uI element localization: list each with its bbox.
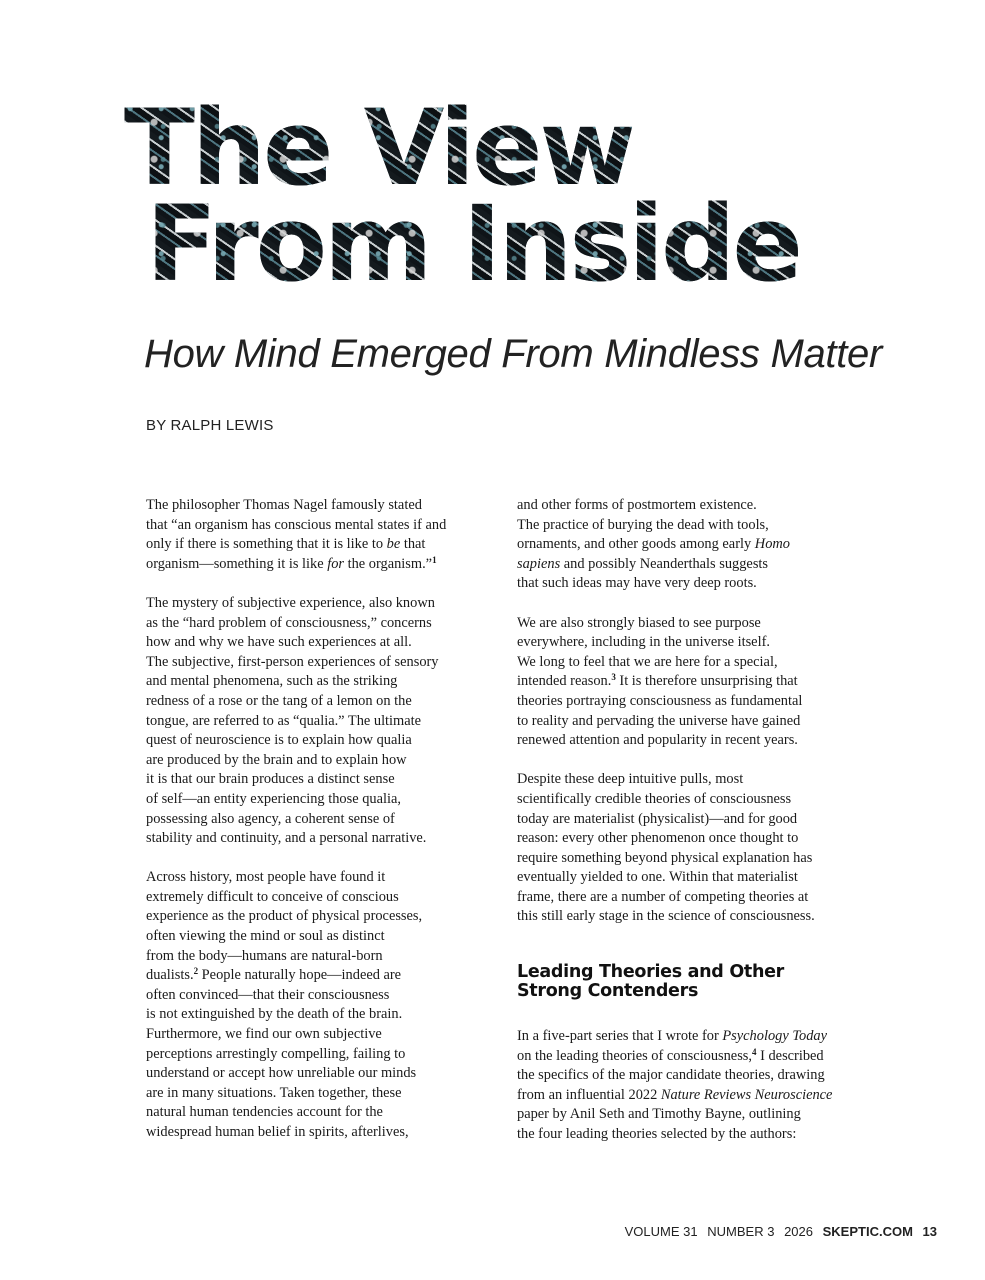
text-line: We are also strongly biased to see purpose bbox=[517, 614, 761, 631]
text-line: quest of neuroscience is to explain how qualia bbox=[146, 732, 412, 749]
page-footer bbox=[619, 1224, 937, 1239]
page-number: 13 bbox=[922, 1224, 937, 1239]
paragraph-3 bbox=[146, 868, 486, 1142]
text-line bbox=[517, 1027, 862, 1047]
footnote-marker: 2 bbox=[193, 966, 199, 977]
text-line: The philosopher Thomas Nagel famously stated bbox=[146, 497, 422, 513]
text-run: and possibly Neanderthals suggests bbox=[560, 555, 769, 572]
article-title bbox=[124, 87, 884, 305]
article-title-line-2: From Inside bbox=[146, 183, 800, 305]
text-line: the specifics of the major candidate theories, drawing bbox=[517, 1067, 825, 1084]
emphasis: Homo bbox=[754, 536, 790, 553]
text-line: often convinced—that their consciousness bbox=[146, 986, 390, 1003]
footnote-marker: 3 bbox=[611, 672, 616, 683]
text-line: it is that our brain produces a distinct sense bbox=[146, 771, 395, 788]
text-line: to reality and pervading the universe have gained bbox=[517, 712, 801, 729]
text-line: reason: every other phenomenon once thought to bbox=[517, 830, 799, 847]
text-line: everywhere, including in the universe itself. bbox=[517, 634, 770, 651]
text-run: ornaments, and other goods among early bbox=[517, 536, 755, 553]
text-line: understand or accept how unreliable our minds bbox=[146, 1065, 417, 1082]
footer-volume: VOLUME 31 bbox=[624, 1224, 698, 1239]
body-column-right bbox=[517, 496, 862, 1164]
text-run: only if there is something that it is like to bbox=[146, 536, 387, 553]
byline: BY RALPH LEWIS bbox=[146, 417, 274, 434]
text-line: and mental phenomena, such as the striking bbox=[146, 673, 398, 690]
paragraph-5 bbox=[517, 614, 862, 751]
text-line: paper by Anil Seth and Timothy Bayne, outlining bbox=[517, 1106, 801, 1123]
text-line: often viewing the mind or soul as distinct bbox=[146, 928, 385, 945]
text-line: theories portraying consciousness as fundamental bbox=[517, 692, 803, 709]
text-run: organism—something it is like bbox=[146, 555, 328, 572]
text-line: that such ideas may have very deep roots. bbox=[517, 575, 757, 592]
text-line: how and why we have such experiences at all. bbox=[146, 634, 412, 651]
footer-number: NUMBER 3 bbox=[707, 1224, 775, 1239]
article-subtitle: How Mind Emerged From Mindless Matter bbox=[144, 332, 883, 376]
text-run: dualists. bbox=[146, 967, 194, 984]
text-run: intended reason. bbox=[517, 673, 612, 690]
body-column-left bbox=[146, 496, 486, 1162]
text-line: from the body—humans are natural-born bbox=[146, 947, 383, 964]
text-line: natural human tendencies account for the bbox=[146, 1104, 383, 1121]
text-run: the organism.” bbox=[344, 555, 433, 572]
footer-site: SKEPTIC.COM bbox=[822, 1224, 913, 1239]
text-line: The practice of burying the dead with tools, bbox=[517, 516, 769, 533]
emphasis: for bbox=[327, 555, 345, 572]
text-line: and other forms of postmortem existence. bbox=[517, 497, 757, 513]
text-line: today are materialist (physicalist)—and for good bbox=[517, 810, 798, 827]
paragraph-7 bbox=[517, 1027, 862, 1145]
text-line: require something beyond physical explanation has bbox=[517, 849, 813, 866]
article-title-line-1: The View bbox=[124, 87, 633, 209]
emphasis: Nature Reviews Neuroscience bbox=[660, 1086, 833, 1103]
paragraph-2 bbox=[146, 594, 486, 849]
text-line: is not extinguished by the death of the brain. bbox=[146, 1006, 403, 1023]
text-line bbox=[146, 535, 486, 555]
footnote-marker: 1 bbox=[432, 554, 437, 565]
text-run: People naturally hope—indeed are bbox=[198, 967, 402, 984]
text-line: frame, there are a number of competing theories at bbox=[517, 888, 809, 905]
text-line bbox=[146, 555, 486, 575]
text-line: Across history, most people have found it bbox=[146, 869, 386, 886]
text-line: redness of a rose or the tang of a lemon on the bbox=[146, 692, 412, 709]
text-line bbox=[517, 1086, 862, 1106]
text-line: The subjective, first-person experiences of sensory bbox=[146, 653, 439, 670]
text-line: eventually yielded to one. Within that materialist bbox=[517, 869, 798, 886]
emphasis: sapiens bbox=[517, 555, 561, 572]
text-line bbox=[517, 672, 862, 692]
text-line: are produced by the brain and to explain how bbox=[146, 751, 407, 768]
footnote-marker: 4 bbox=[752, 1046, 757, 1057]
text-line: scientifically credible theories of consciousness bbox=[517, 790, 792, 807]
text-line bbox=[146, 966, 486, 986]
text-line: experience as the product of physical processes, bbox=[146, 908, 423, 925]
text-line: renewed attention and popularity in recent years. bbox=[517, 732, 798, 749]
text-run: It is therefore unsurprising that bbox=[615, 673, 798, 690]
text-run: In a five-part series that I wrote for bbox=[517, 1028, 723, 1045]
text-run: on the leading theories of consciousness, bbox=[517, 1047, 752, 1064]
text-line: the four leading theories selected by the authors: bbox=[517, 1126, 797, 1143]
paragraph-6 bbox=[517, 770, 862, 927]
text-line: of self—an entity experiencing those qualia, bbox=[146, 790, 401, 807]
text-line: The mystery of subjective experience, also known bbox=[146, 594, 435, 611]
text-line: widespread human belief in spirits, afterlives, bbox=[146, 1124, 409, 1140]
text-line: We long to feel that we are here for a special, bbox=[517, 653, 778, 670]
text-line: Furthermore, we find our own subjective bbox=[146, 1026, 382, 1043]
section-heading-line-1: Leading Theories and Other bbox=[517, 962, 785, 983]
text-line bbox=[517, 535, 862, 555]
text-line: are in many situations. Taken together, these bbox=[146, 1084, 402, 1101]
text-line: Despite these deep intuitive pulls, most bbox=[517, 771, 744, 788]
text-line: as the “hard problem of consciousness,” concerns bbox=[146, 614, 432, 631]
paragraph-4 bbox=[517, 496, 862, 594]
section-heading bbox=[517, 963, 862, 1001]
text-line: this still early stage in the science of consciousness. bbox=[517, 908, 815, 925]
text-line: possessing also agency, a coherent sense of bbox=[146, 810, 395, 827]
text-line: extremely difficult to conceive of conscious bbox=[146, 888, 399, 905]
emphasis: Psychology Today bbox=[722, 1028, 827, 1045]
text-line bbox=[517, 1047, 862, 1067]
footer-year: 2026 bbox=[784, 1224, 813, 1239]
text-line: stability and continuity, and a personal narrative. bbox=[146, 830, 427, 847]
section-heading-line-2: Strong Contenders bbox=[517, 981, 699, 1002]
text-run: that bbox=[400, 536, 426, 553]
text-line: perceptions arrestingly compelling, failing to bbox=[146, 1045, 406, 1062]
text-line: tongue, are referred to as “qualia.” The ultimate bbox=[146, 712, 422, 729]
emphasis: be bbox=[386, 536, 401, 553]
text-run: from an influential 2022 bbox=[517, 1086, 661, 1103]
text-run: I described bbox=[756, 1047, 824, 1064]
text-line bbox=[517, 555, 862, 575]
text-line: that “an organism has conscious mental states if and bbox=[146, 516, 447, 533]
paragraph-1 bbox=[146, 496, 486, 574]
